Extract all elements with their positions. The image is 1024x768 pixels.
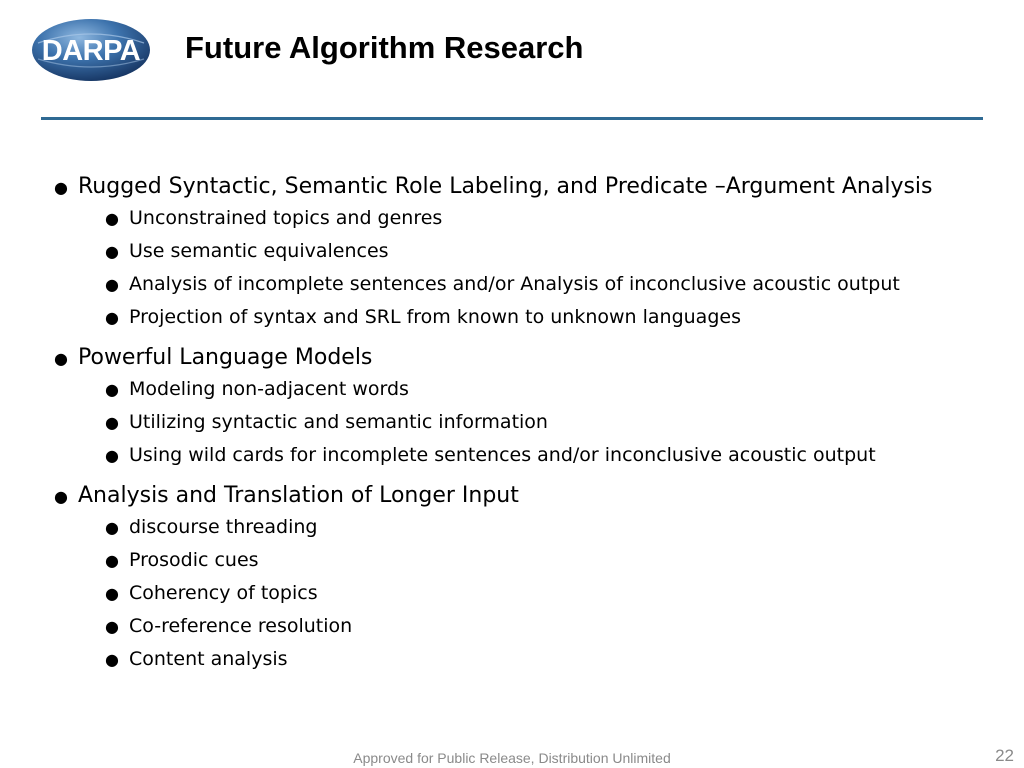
bullet-text: Rugged Syntactic, Semantic Role Labeling, and Predicate –Argument Analysis — [78, 174, 933, 199]
bullet-section — [52, 172, 1002, 337]
bullet-text: discourse threading — [129, 516, 318, 538]
bullet-level2 — [52, 547, 1002, 580]
bullet-dot-icon: ● — [54, 349, 68, 368]
bullet-text: Projection of syntax and SRL from known to unknown languages — [129, 306, 741, 328]
bullet-level2 — [52, 409, 1002, 442]
slide-title: Future Algorithm Research — [185, 30, 584, 65]
bullet-level2 — [52, 304, 1002, 337]
bullet-level2 — [52, 580, 1002, 613]
bullet-level2 — [52, 646, 1002, 679]
bullet-level2 — [52, 271, 1002, 304]
bullet-text: Unconstrained topics and genres — [129, 207, 443, 229]
bullet-text: Co-reference resolution — [129, 615, 353, 637]
bullet-section — [52, 481, 1002, 679]
bullet-dot-icon: ● — [105, 413, 119, 432]
page-number: 22 — [995, 746, 1014, 765]
bullet-text: Utilizing syntactic and semantic information — [129, 411, 548, 433]
bullet-level2 — [52, 376, 1002, 409]
bullet-text: Use semantic equivalences — [129, 240, 389, 262]
bullet-dot-icon: ● — [105, 446, 119, 465]
slide-body — [52, 172, 1002, 685]
bullet-level2 — [52, 205, 1002, 238]
logo-wordmark: DARPA — [41, 35, 141, 67]
bullet-level2 — [52, 613, 1002, 646]
bullet-text: Analysis and Translation of Longer Input — [78, 483, 519, 508]
bullet-text: Content analysis — [129, 648, 288, 670]
bullet-level1 — [52, 481, 1002, 514]
bullet-dot-icon: ● — [105, 584, 119, 603]
bullet-text: Using wild cards for incomplete sentences and/or inconclusive acoustic output — [129, 444, 876, 466]
bullet-section — [52, 343, 1002, 475]
bullet-dot-icon: ● — [105, 518, 119, 537]
bullet-dot-icon: ● — [105, 650, 119, 669]
darpa-logo — [30, 17, 152, 83]
release-statement: Approved for Public Release, Distribution Unlimited — [353, 750, 671, 766]
bullet-dot-icon: ● — [105, 308, 119, 327]
bullet-text: Analysis of incomplete sentences and/or Analysis of inconclusive acoustic output — [129, 273, 900, 295]
bullet-level2 — [52, 238, 1002, 271]
bullet-level2 — [52, 442, 1002, 475]
bullet-text: Prosodic cues — [129, 549, 259, 571]
bullet-dot-icon: ● — [105, 380, 119, 399]
bullet-dot-icon: ● — [105, 617, 119, 636]
bullet-dot-icon: ● — [54, 487, 68, 506]
title-divider — [41, 117, 983, 120]
bullet-dot-icon: ● — [105, 551, 119, 570]
bullet-dot-icon: ● — [105, 242, 119, 261]
bullet-text: Modeling non-adjacent words — [129, 378, 409, 400]
bullet-level1 — [52, 343, 1002, 376]
bullet-text: Coherency of topics — [129, 582, 318, 604]
bullet-dot-icon: ● — [105, 209, 119, 228]
bullet-level2 — [52, 514, 1002, 547]
bullet-dot-icon: ● — [54, 178, 68, 197]
bullet-dot-icon: ● — [105, 275, 119, 294]
bullet-level1 — [52, 172, 1002, 205]
bullet-text: Powerful Language Models — [78, 345, 373, 370]
